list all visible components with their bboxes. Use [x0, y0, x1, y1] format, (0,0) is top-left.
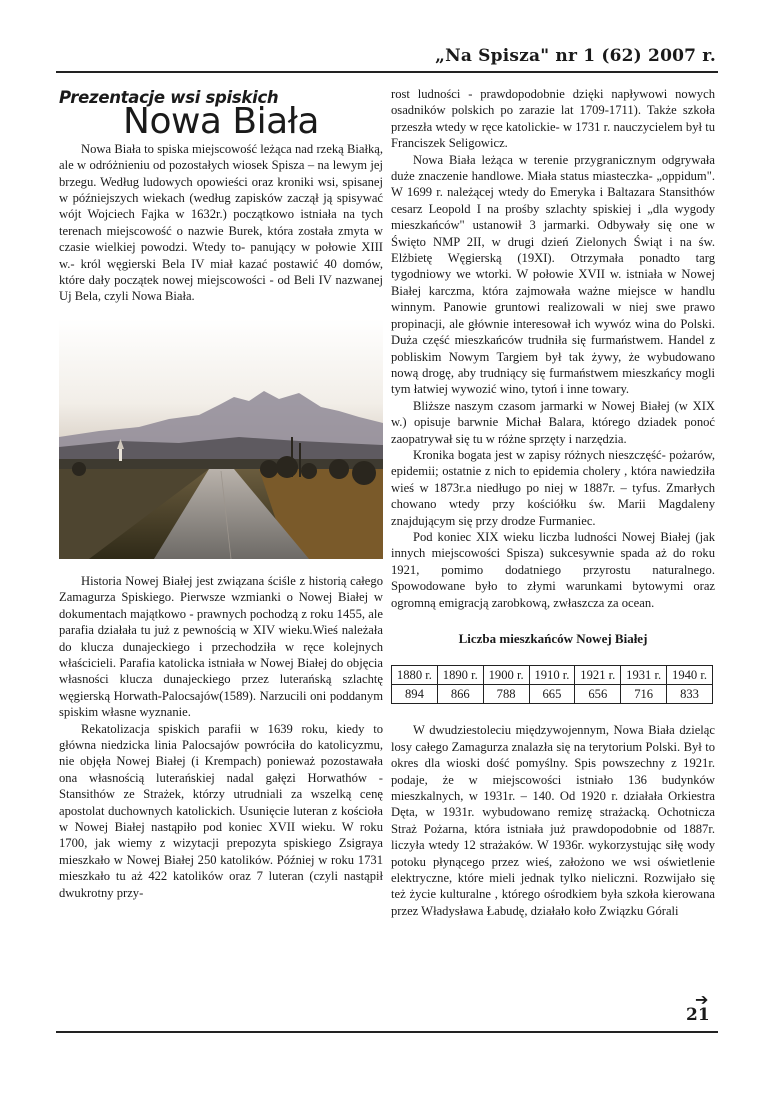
issue-header: „Na Spisza" nr 1 (62) 2007 r. [435, 46, 716, 66]
paragraph: rost ludności - prawdopodobnie dzięki napływowi nowych osadników polskich po zarazie lat 1709-1711). Także szkoła przeszła wtedy w ręce katolickie- w 1731 r. nauczycielem był tu Franciszek Seligowicz. [391, 87, 715, 151]
value-cell: 866 [437, 685, 483, 704]
value-cell: 656 [575, 685, 621, 704]
year-cell: 1940 r. [667, 666, 713, 685]
year-cell: 1910 r. [529, 666, 575, 685]
paragraph: Rekatolizacja spiskich parafii w 1639 roku, kiedy to główna niedzicka linia Palocsajów powróciła do katolicyzmu, nie objęła Nowej Białej (i Krempach) ponieważ pozostawała ona własnością luterańskiej nadal gałęzi Horwathów - Stansithów ze Strażek, którzy utrudniali za wszelką cenę apostolat duchownych katolickich. Usunięcie luteran z kościoła w Nowej Białej nastąpiło pod koniec XVII wieku. W roku 1700, jak wiemy z wizytacji prepozyta spiskiego Zsigraya mieszkało w Nowej Białej 250 katolików. Później w roku 1731 mieszkało tu aż 422 katolików oraz 7 luteran (czyli nastąpił dwukrotny przy- [59, 721, 383, 900]
page-number: 21 [686, 1005, 710, 1025]
paragraph: W dwudziestoleciu międzywojennym, Nowa Biała dzieląc losy całego Zamagurza znalazła się na terytorium Polski. Był to okres dla wioski dość pomyślny. Spis powszechny z 1921r. podaje, że w miejscowości istniało 136 budynków mieszkalnych, w 1931r. – 140. Od 1920 r. działała Orkiestra Dęta, w 1931r. wybudowano remizę strażacką. Ochotnicza Straż Pożarna, która istniała już prawdopodobnie od 1887r. liczyła wtedy 12 strażaków. W 1936r. wykorzystując siłę wody potoku płynącego przez wieś, założono we wsi oświetlenie elektryczne, które mieli jednak tylko nieliczni. Rozwijało się też życie kulturalne , którego ośrodkiem była szkoła kierowana przez Władysława Łabudę, działało koło Związku Górali [391, 723, 715, 918]
value-cell: 894 [392, 685, 438, 704]
value-cell: 716 [621, 685, 667, 704]
top-rule [56, 71, 718, 73]
bottom-rule [56, 1031, 718, 1033]
paragraph: Nowa Biała to spiska miejscowość leżąca nad rzeką Białką, ale w odróżnieniu od pozostałych wiosek Spisza – na lewym jej brzegu. Według ludowych opowieści oraz kroniki wsi, spisanej w późniejszych wiekach (według zapisków zaczął ją spisywać wójt Wojciech Fajka w 1632r.) początkowo istniała na tych terenach miejscowość o nazwie Burek, która została zmyta w czasie wielkiej powodzi. Wtedy to- panujący w połowie XIII w.- król węgierski Bela IV miał kazać postawić 40 domów, które dały początek nowej miejscowości - od Beli IV nazwanej Uj Bela, czyli Nowa Biała. [59, 141, 383, 304]
paragraph: Historia Nowej Białej jest związana ściśle z historią całego Zamagurza Spiskiego. Pierwsze wzmianki o Nowej Białej w dokumentach majątkowo - prawnych pochodzą z roku 1455, ale parafia działała tu już z pewnością w XIV wieku.Wieś należała do klucza dunajeckiego i przechodziła w ręce kolejnych właścicieli. Parafia katolicka istniała w Nowej Białej do objęcia własności klucza dunajeckiego przez luterańską szlachtę węgierską Horwath-Palocsajów(1589). Narzucili oni poddanym spiskim własne wyznanie. [59, 573, 383, 720]
year-cell: 1890 r. [437, 666, 483, 685]
continue-arrow-icon: ➔ [695, 990, 709, 1009]
section-label: Prezentacje wsi spiskich [59, 88, 279, 107]
value-cell: 665 [529, 685, 575, 704]
paragraph: Pod koniec XIX wieku liczba ludności Nowej Białej (jak innych miejscowości Spisza) sukcesywnie spada aż do roku 1921, pomimo dodatniego przyrostu naturalnego. Spowodowane było to złymi warunkami bytowymi oraz ogromną emigracją zarobkową, zwłaszcza za ocean. [391, 529, 715, 610]
year-cell: 1900 r. [483, 666, 529, 685]
population-table [391, 665, 713, 704]
right-column [391, 86, 715, 919]
value-cell: 833 [667, 685, 713, 704]
value-cell: 788 [483, 685, 529, 704]
paragraph: Bliższe naszym czasom jarmarki w Nowej Białej (w XIX w.) opisuje barwnie Michał Balara, którego dziadek ponoć zaopatrywał się tu w różne sprzęty i narzędzia. [391, 398, 715, 446]
paragraph: Kronika bogata jest w zapisy różnych nieszczęść- pożarów, epidemii; ostatnie z nich to epidemia cholery , która nawiedziła wieś w 1873r.a niedługo po niej w 1887r. – tyfus. Zmarłych chowano wtedy przy kościółku św. Marii Magdaleny znajdującym się przy drodze Furmaniec. [391, 447, 715, 528]
year-cell: 1931 r. [621, 666, 667, 685]
paragraph: Nowa Biała leżąca w terenie przygranicznym odgrywała duże znaczenie handlowe. Miała status miasteczka- „oppidum". W 1699 r. należącej wtedy do Emeryka i Baltazara Stansithów cesarz Leopold I na prośby szlachty spiskiej i „dla wygody mieszkańców" ustanowił 3 jarmarki. Odbywały się one w Święto NMP 2II, w drugi dzień Zielonych Świąt i na św. Elżbietę Węgierską (19XI). Otrzymała ponadto targ tygodniowy we wtorki. W połowie XVII w. istniała w Nowej Białej karczma, która zajmowała ważne miejsce w handlu winnym. Panowie gruntowi realizowali w niej swe prawo propinacji, ale głównie interesował ich wywóz wina do Polski. Duża część mieszkańców trudniła się furmaństwem. Handel z pobliskim Nowym Targiem był tak żywy, że wybudowano nową drogę, aby trudniący się furmaństwem mieszkańcy mogli tym łatwiej wywozić wino, tytoń i inne towary. [391, 152, 715, 397]
village-road-photo [59, 319, 383, 559]
table-row [392, 685, 713, 704]
table-title: Liczba mieszkańców Nowej Białej [458, 631, 648, 646]
article-title: Nowa Biała [123, 101, 319, 143]
year-cell: 1880 r. [392, 666, 438, 685]
year-cell: 1921 r. [575, 666, 621, 685]
table-row [392, 666, 713, 685]
left-column [59, 84, 383, 901]
